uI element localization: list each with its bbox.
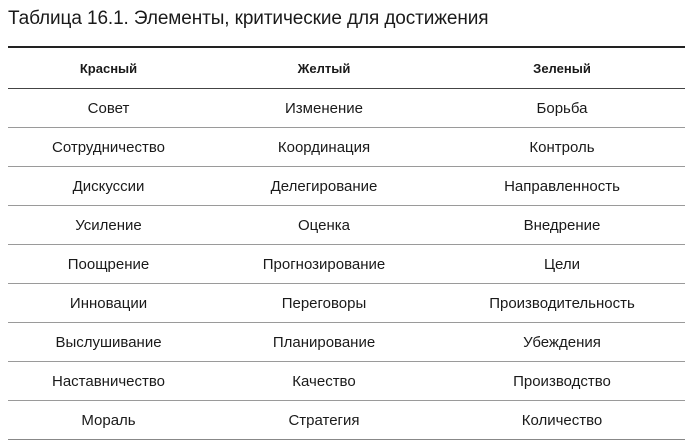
table-cell: Направленность bbox=[439, 167, 685, 206]
table-row bbox=[8, 284, 685, 323]
header-green: Зеленый bbox=[439, 48, 685, 89]
table-cell: Усиление bbox=[8, 206, 209, 245]
table-cell: Оценка bbox=[209, 206, 439, 245]
table-cell: Мораль bbox=[81, 411, 136, 429]
table-cell: Поощрение bbox=[8, 245, 209, 284]
table-row bbox=[8, 323, 685, 362]
table-row bbox=[8, 362, 685, 401]
table-row bbox=[8, 128, 685, 167]
table-cell: Инновации bbox=[8, 284, 209, 323]
header-red: Красный bbox=[8, 48, 209, 89]
header-yellow: Желтый bbox=[209, 48, 439, 89]
table-cell: Производство bbox=[439, 362, 685, 401]
table-cell: Цели bbox=[439, 245, 685, 284]
table-cell: Борьба bbox=[439, 89, 685, 128]
table-cell: Производительность bbox=[439, 284, 685, 323]
table-cell: Планирование bbox=[209, 323, 439, 362]
table-cell: Контроль bbox=[439, 128, 685, 167]
table-cell: Совет bbox=[8, 89, 209, 128]
table-header bbox=[8, 48, 685, 89]
table-cell: Стратегия bbox=[288, 411, 360, 429]
table-row bbox=[8, 167, 685, 206]
table bbox=[8, 48, 685, 439]
table-cell: Наставничество bbox=[8, 362, 209, 401]
table-cell: Количество bbox=[521, 411, 603, 429]
table-body bbox=[8, 89, 685, 440]
table-caption: Таблица 16.1. Элементы, критические для достижения bbox=[8, 8, 489, 29]
table-cell: Прогнозирование bbox=[209, 245, 439, 284]
table-cell: Внедрение bbox=[439, 206, 685, 245]
table-cell: Сотрудничество bbox=[8, 128, 209, 167]
table-cell: Переговоры bbox=[209, 284, 439, 323]
table-cell: Убеждения bbox=[439, 323, 685, 362]
table-row bbox=[8, 89, 685, 128]
table-row bbox=[8, 206, 685, 245]
table-cell: Дискуссии bbox=[8, 167, 209, 206]
table-cell: Делегирование bbox=[209, 167, 439, 206]
table-cell: Изменение bbox=[209, 89, 439, 128]
table-row bbox=[8, 245, 685, 284]
table-cell: Качество bbox=[209, 362, 439, 401]
table-row bbox=[8, 401, 685, 440]
table-cell: Координация bbox=[209, 128, 439, 167]
header-row bbox=[8, 48, 685, 89]
table-cell: Выслушивание bbox=[8, 323, 209, 362]
elements-table bbox=[8, 46, 685, 440]
